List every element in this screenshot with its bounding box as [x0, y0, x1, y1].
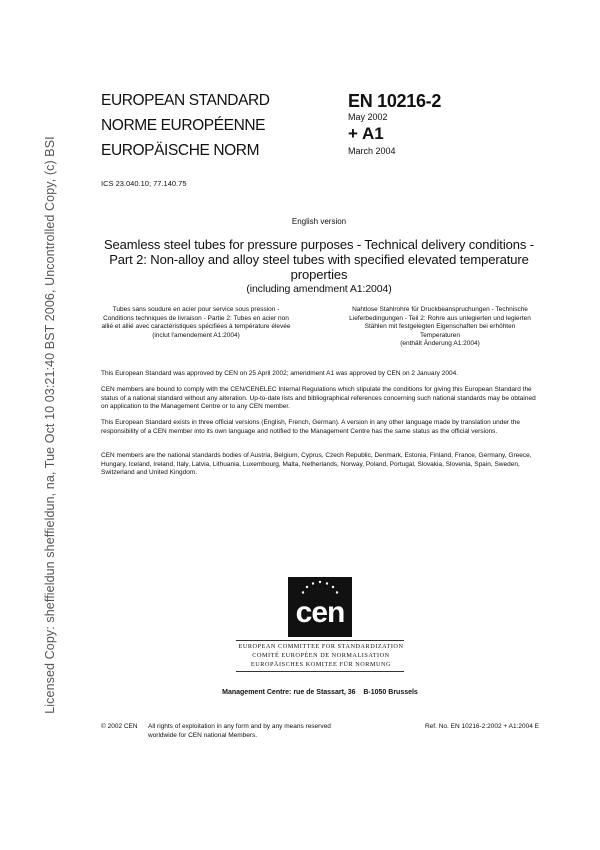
cen-divider-top — [236, 640, 404, 641]
ics-codes: ICS 23.040.10; 77.140.75 — [101, 179, 187, 188]
amendment-number: + A1 — [348, 124, 384, 143]
versions-paragraph: This European Standard exists in three official versions (English, French, German). A version in any other language made by translation under the responsibility of a CEN member into its own language and notified to the Management Centre has the same status as the official versions. — [101, 419, 520, 435]
title-norme-europeenne: NORME EUROPÉENNE — [101, 117, 266, 134]
footer-rights: All rights of exploitation in any form and by any means reserved worldwide for CEN national Members. — [148, 723, 331, 739]
cen-name-english: EUROPEAN COMMITTEE FOR STANDARDIZATION — [238, 643, 404, 650]
cen-logo-text: cen — [295, 596, 345, 629]
cen-name-german: EUROPÄISCHES KOMITEE FÜR NORMUNG — [250, 661, 392, 668]
compliance-paragraph: CEN members are bound to comply with the CEN/CENELEC Internal Regulations which stipulate the conditions for giving this European Standard the status of a national standard without any alteration. Up-to-date lists and bibliographical references concerning such national standards may be obtained on application to the Management Centre or to any CEN member. — [101, 386, 536, 410]
management-centre: Management Centre: rue de Stassart, 36 B-1050 Brussels — [222, 689, 418, 696]
german-title-sub: (enthält Änderung A1:2004) — [400, 340, 480, 347]
cen-name-french: COMITÉ EUROPÉEN DE NORMALISATION — [252, 652, 390, 659]
license-watermark: Licensed Copy: sheffieldun sheffieldun, na, Tue Oct 10 03:21:40 BST 2006, Uncontrolled Copy, (c) BSI — [43, 136, 57, 714]
approval-paragraph: This European Standard was approved by CEN on 25 April 2002; amendment A1 was approved by CEN on 2 January 2004. — [101, 370, 458, 377]
cen-divider-bottom — [236, 671, 404, 672]
language-version: English version — [291, 217, 347, 226]
document-title-main: Seamless steel tubes for pressure purposes - Technical delivery conditions - Part 2: Non-alloy and alloy steel tubes with specified elevated temperature properties — [103, 237, 535, 282]
german-title-text: Nahtlose Stahlrohre für Druckbeanspruchungen - Technische Lieferbedingungen - Teil 2: Rohre aus unlegierten und legierten Stählen mit festgelegten Eigenschaften bei erhöhten Temperaturen — [349, 306, 531, 339]
german-title — [345, 306, 535, 349]
french-title-sub: (inclut l'amendement A1:2004) — [152, 331, 240, 339]
french-title — [101, 306, 291, 340]
footer-copyright: © 2002 CEN — [101, 723, 138, 730]
standard-date: May 2002 — [348, 112, 388, 122]
title-european-standard: EUROPEAN STANDARD — [101, 92, 270, 109]
footer-reference: Ref. No. EN 10216-2:2002 + A1:2004 E — [424, 723, 539, 730]
title-europaische-norm: EUROPÄISCHE NORM — [101, 142, 260, 159]
french-title-text: Tubes sans soudure en acier pour service sous pression - Conditions techniques de livraison - Partie 2: Tubes en acier non allié et allié avec caractéristiques spécifiées à température élevée — [101, 306, 291, 330]
cen-logo — [288, 577, 352, 637]
standard-number: EN 10216-2 — [348, 91, 442, 111]
document-title — [101, 237, 537, 297]
members-paragraph: CEN members are the national standards bodies of Austria, Belgium, Cyprus, Czech Republic, Denmark, Estonia, Finland, France, Germany, Greece, Hungary, Iceland, Ireland, Italy, Latvia, Lithuania, Luxembourg, Malta, Netherlands, Norway, Poland, Portugal, Slovakia, Slovenia, Spain, Sweden, Switzerland and United Kingdom. — [101, 452, 532, 476]
document-title-sub: (including amendment A1:2004) — [246, 283, 392, 295]
amendment-date: March 2004 — [348, 146, 396, 156]
